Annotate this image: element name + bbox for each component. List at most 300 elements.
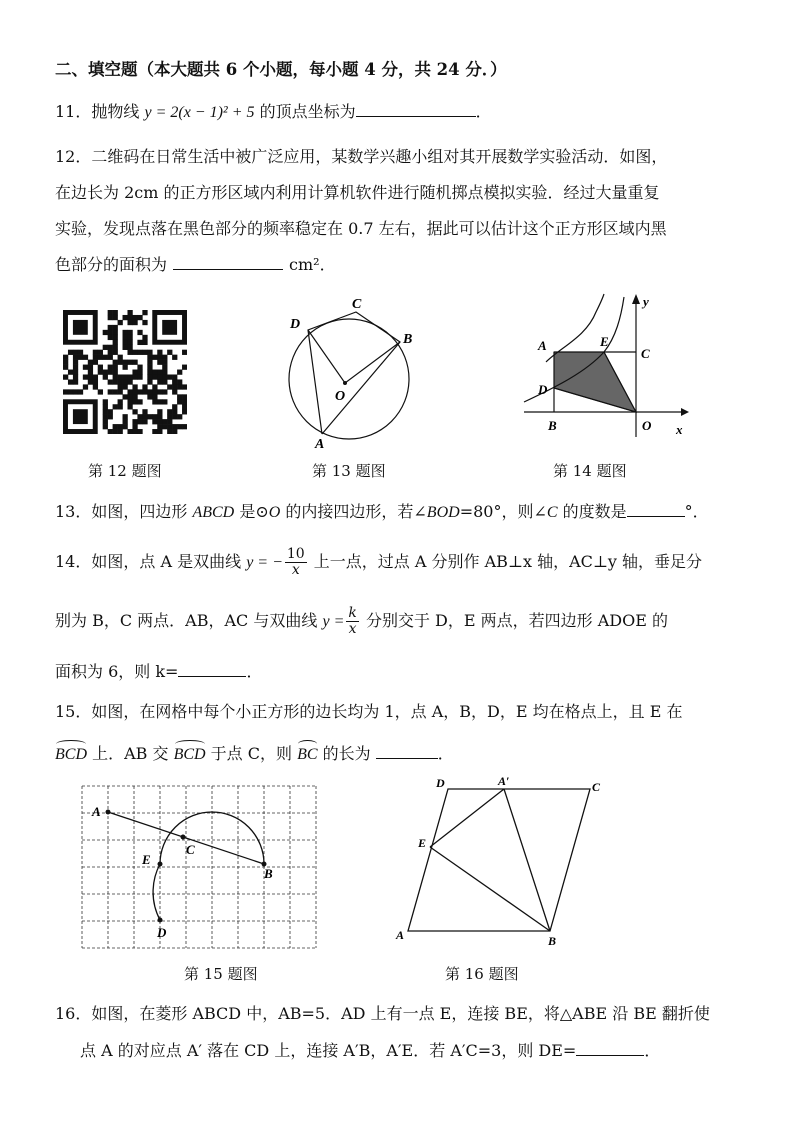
qr-module xyxy=(73,365,78,370)
q14-frac1-num: 10 xyxy=(286,546,305,562)
qr-module xyxy=(68,350,73,355)
fig14-label-x: x xyxy=(676,422,683,437)
qr-module xyxy=(93,384,98,389)
qr-module xyxy=(73,409,88,424)
section-title: 二、填空题（本大题共 6 个小题，每小题 4 分，共 24 分．） xyxy=(55,60,507,79)
fig13-segment-ob xyxy=(345,342,400,383)
fig14-x-arrow xyxy=(681,408,689,416)
qr-module xyxy=(177,394,182,399)
q15-end: ． xyxy=(437,744,454,763)
qr-module xyxy=(167,414,172,419)
question-13 xyxy=(55,502,709,523)
fig16-rhombus-diagram xyxy=(390,775,620,950)
qr-module xyxy=(162,379,167,384)
qr-module xyxy=(127,345,132,350)
qr-module xyxy=(147,365,152,370)
qr-module xyxy=(132,315,137,320)
qr-module xyxy=(123,360,128,365)
qr-module xyxy=(83,355,88,360)
qr-module xyxy=(113,374,118,379)
qr-module xyxy=(137,374,142,379)
fig14-label-c: C xyxy=(641,346,650,361)
qr-module xyxy=(142,409,147,414)
qr-module xyxy=(152,370,157,375)
qr-module xyxy=(132,384,137,389)
fig16-caption: 第 16 题图 xyxy=(445,965,519,983)
qr-module xyxy=(108,310,113,315)
qr-module xyxy=(172,379,177,384)
qr-module xyxy=(98,355,103,360)
qr-module xyxy=(83,365,88,370)
qr-module xyxy=(68,370,73,375)
fig15-point-c xyxy=(181,835,186,840)
qr-module xyxy=(88,365,93,370)
qr-module xyxy=(137,389,142,394)
qr-module xyxy=(108,429,113,434)
qr-module xyxy=(142,384,147,389)
qr-module xyxy=(88,374,93,379)
qr-module xyxy=(113,345,118,350)
qr-module xyxy=(132,374,137,379)
qr-module xyxy=(142,389,147,394)
q15-line-1: 15．如图，在网格中每个小正方形的边长均为 1，点 A，B，D，E 均在格点上，且 E 在 xyxy=(55,702,683,721)
q13-c: C xyxy=(546,504,558,521)
qr-module xyxy=(108,335,113,340)
qr-code-figure xyxy=(63,310,187,434)
q14-text-b: 上一点，过点 A 分别作 AB⊥x 轴，AC⊥y 轴，垂足分 xyxy=(308,552,703,571)
fig14-caption: 第 14 题图 xyxy=(553,462,627,480)
qr-module xyxy=(182,409,187,414)
qr-module xyxy=(137,419,142,424)
qr-module xyxy=(123,335,128,340)
qr-module xyxy=(152,355,157,360)
fig15-caption: 第 15 题图 xyxy=(184,965,258,983)
qr-module xyxy=(142,419,147,424)
qr-module xyxy=(118,429,123,434)
qr-module xyxy=(123,315,128,320)
qr-module xyxy=(132,399,137,404)
qr-module xyxy=(118,399,123,404)
qr-module xyxy=(157,389,162,394)
qr-module xyxy=(113,370,118,375)
qr-module xyxy=(127,320,132,325)
qr-module xyxy=(147,355,152,360)
fig13-label-d: D xyxy=(290,317,301,332)
qr-module xyxy=(93,360,98,365)
qr-module xyxy=(132,389,137,394)
qr-module xyxy=(167,384,172,389)
qr-module xyxy=(162,360,167,365)
qr-module xyxy=(123,384,128,389)
qr-module xyxy=(108,389,113,394)
qr-module xyxy=(172,355,177,360)
qr-module xyxy=(152,394,157,399)
qr-module xyxy=(137,429,142,434)
qr-module xyxy=(172,389,177,394)
qr-module xyxy=(113,360,118,365)
qr-module xyxy=(93,355,98,360)
qr-module xyxy=(98,370,103,375)
qr-module xyxy=(167,419,172,424)
qr-module xyxy=(103,414,108,419)
q14-line-1 xyxy=(55,545,702,579)
qr-module xyxy=(123,365,128,370)
fig15-label-c: C xyxy=(186,842,195,857)
qr-module xyxy=(88,370,93,375)
qr-module xyxy=(162,370,167,375)
qr-module xyxy=(123,419,128,424)
qr-module xyxy=(98,365,103,370)
qr-module xyxy=(177,414,182,419)
qr-module xyxy=(152,414,157,419)
q13-text-b: 是⊙ xyxy=(234,502,269,521)
fig15-grid-diagram xyxy=(80,782,320,954)
q14-fraction-2 xyxy=(346,606,358,637)
q16-text: 点 A 的对应点 A′ 落在 CD 上，连接 A′B，A′E．若 A′C=3，则 DE= xyxy=(80,1041,577,1060)
q14-answer-blank[interactable] xyxy=(178,662,246,677)
qr-module xyxy=(108,325,113,330)
qr-module xyxy=(108,414,113,419)
qr-module xyxy=(113,315,118,320)
qr-module xyxy=(147,389,152,394)
q12-line-3: 实验，发现点落在黑色部分的频率稳定在 0.7 左右，据此可以估计这个正方形区域内黑 xyxy=(55,219,667,238)
qr-module xyxy=(63,389,68,394)
qr-module xyxy=(172,409,177,414)
qr-module xyxy=(123,330,128,335)
qr-module xyxy=(142,320,147,325)
qr-module xyxy=(157,355,162,360)
qr-module xyxy=(157,429,162,434)
q15-arc-bc: BC xyxy=(297,746,318,763)
qr-module xyxy=(137,414,142,419)
q13-text-c: 的内接四边形，若∠ xyxy=(280,502,427,521)
qr-module xyxy=(157,350,162,355)
fig12-caption: 第 12 题图 xyxy=(88,462,162,480)
qr-module xyxy=(152,399,157,404)
qr-module xyxy=(123,340,128,345)
qr-module xyxy=(132,350,137,355)
fig14-label-a: A xyxy=(538,338,547,353)
qr-module xyxy=(113,404,118,409)
fig13-quadrilateral xyxy=(308,312,400,434)
qr-module xyxy=(132,429,137,434)
qr-module xyxy=(98,389,103,394)
fig15-point-e xyxy=(158,862,163,867)
qr-module xyxy=(103,419,108,424)
qr-module xyxy=(142,335,147,340)
qr-module xyxy=(147,360,152,365)
q16-answer-blank[interactable] xyxy=(576,1041,644,1056)
q14-text-a: 14．如图，点 A 是双曲线 xyxy=(55,552,247,571)
fig15-arc-bcd xyxy=(153,812,264,920)
fig14-label-e: E xyxy=(600,334,609,349)
fig14-label-b: B xyxy=(548,418,557,433)
qr-module xyxy=(127,310,132,315)
qr-module xyxy=(103,399,108,404)
qr-module xyxy=(127,315,132,320)
qr-module xyxy=(113,379,118,384)
qr-module xyxy=(108,330,113,335)
qr-module xyxy=(162,365,167,370)
fig13-label-b: B xyxy=(403,332,413,347)
qr-module xyxy=(137,315,142,320)
qr-module xyxy=(113,330,118,335)
qr-module xyxy=(63,360,68,365)
qr-module xyxy=(157,370,162,375)
q11-number: 11． xyxy=(55,102,92,121)
qr-module xyxy=(63,365,68,370)
qr-module xyxy=(93,350,98,355)
q13-text-d: =80°，则∠ xyxy=(459,502,547,521)
qr-module xyxy=(83,384,88,389)
q13-bod: BOD xyxy=(426,504,460,521)
qr-module xyxy=(127,350,132,355)
qr-module xyxy=(177,424,182,429)
fig16-label-a2: A′ xyxy=(498,775,510,788)
q12-text: 色部分的面积为 xyxy=(55,255,168,274)
qr-module xyxy=(152,374,157,379)
q14-fraction-1 xyxy=(285,547,307,578)
fig16-label-d: D xyxy=(436,776,445,790)
qr-module xyxy=(118,404,123,409)
qr-module xyxy=(108,350,113,355)
qr-module xyxy=(182,404,187,409)
qr-module xyxy=(127,330,132,335)
fig15-label-b: B xyxy=(264,866,273,881)
qr-module xyxy=(162,389,167,394)
qr-module xyxy=(78,389,83,394)
qr-module xyxy=(127,335,132,340)
qr-module xyxy=(118,379,123,384)
qr-module xyxy=(103,404,108,409)
fig15-point-d xyxy=(158,918,163,923)
fig16-label-c: C xyxy=(592,780,601,794)
qr-module xyxy=(137,340,142,345)
qr-module xyxy=(182,384,187,389)
fig13-circle xyxy=(289,319,409,439)
qr-module xyxy=(113,335,118,340)
qr-module xyxy=(108,355,113,360)
qr-module xyxy=(157,379,162,384)
q14-frac1-den: x xyxy=(291,562,300,578)
qr-module xyxy=(73,360,78,365)
qr-module xyxy=(103,424,108,429)
qr-module xyxy=(63,374,68,379)
qr-module xyxy=(123,424,128,429)
fig16-rhombus xyxy=(408,789,590,931)
qr-module xyxy=(167,409,172,414)
qr-module xyxy=(73,350,78,355)
q14-text-d: 分别交于 D，E 两点，若四边形 ADOE 的 xyxy=(360,611,668,630)
qr-module xyxy=(157,414,162,419)
qr-module xyxy=(68,389,73,394)
qr-module xyxy=(118,374,123,379)
qr-module xyxy=(127,404,132,409)
fig14-hyperbola-diagram xyxy=(516,292,696,442)
qr-module xyxy=(127,379,132,384)
q14-line-3 xyxy=(55,662,262,682)
fig15-label-e: E xyxy=(142,852,151,867)
qr-module xyxy=(108,345,113,350)
q12-line-1: 12．二维码在日常生活中被广泛应用，某数学兴趣小组对其开展数学实验活动．如图， xyxy=(55,147,668,166)
q11-text-a: 抛物线 xyxy=(91,102,145,121)
qr-module xyxy=(177,370,182,375)
qr-module xyxy=(167,350,172,355)
qr-module xyxy=(132,419,137,424)
qr-module xyxy=(147,350,152,355)
qr-module xyxy=(118,320,123,325)
fig13-label-a: A xyxy=(315,437,325,452)
fig14-label-d: D xyxy=(538,382,548,397)
qr-module xyxy=(137,370,142,375)
qr-module xyxy=(142,350,147,355)
qr-module xyxy=(152,419,157,424)
q15-arc-bcd-2: BCD xyxy=(173,746,206,763)
q15-answer-blank[interactable] xyxy=(376,744,438,759)
fig16-label-b: B xyxy=(548,934,557,948)
qr-module xyxy=(142,414,147,419)
q15-text-c: 的长为 xyxy=(317,744,376,763)
qr-module xyxy=(103,330,108,335)
fig15-grid xyxy=(82,786,316,948)
q12-line-4 xyxy=(55,255,336,275)
qr-code-modules xyxy=(63,310,187,434)
qr-module xyxy=(118,424,123,429)
qr-module xyxy=(157,374,162,379)
qr-module xyxy=(123,414,128,419)
qr-module xyxy=(113,340,118,345)
qr-module xyxy=(182,394,187,399)
qr-module xyxy=(78,355,83,360)
qr-module xyxy=(137,365,142,370)
qr-module xyxy=(123,394,128,399)
q13-abcd: ABCD xyxy=(192,504,235,521)
fig13-center-point xyxy=(343,381,347,385)
qr-module xyxy=(167,374,172,379)
qr-module xyxy=(167,429,172,434)
qr-module xyxy=(73,370,78,375)
q13-text-a: 13．如图，四边形 xyxy=(55,502,193,521)
qr-module xyxy=(157,399,162,404)
qr-module xyxy=(147,394,152,399)
qr-module xyxy=(113,325,118,330)
qr-module xyxy=(108,370,113,375)
qr-module xyxy=(63,355,68,360)
q15-text-b: 于点 C，则 xyxy=(205,744,298,763)
qr-module xyxy=(132,409,137,414)
qr-module xyxy=(182,424,187,429)
qr-module xyxy=(147,370,152,375)
q13-text-e: 的度数是 xyxy=(557,502,627,521)
qr-module xyxy=(118,360,123,365)
qr-module xyxy=(137,330,142,335)
fig13-caption: 第 13 题图 xyxy=(312,462,386,480)
qr-module xyxy=(162,424,167,429)
qr-module xyxy=(177,379,182,384)
qr-module xyxy=(113,424,118,429)
qr-module xyxy=(162,419,167,424)
qr-module xyxy=(103,345,108,350)
fig16-segment-ea2 xyxy=(430,789,504,847)
qr-module xyxy=(127,429,132,434)
q14-text-e: 面积为 6，则 k= xyxy=(55,662,179,681)
fig16-segment-be xyxy=(430,847,550,931)
fig15-label-a: A xyxy=(92,804,101,819)
qr-module xyxy=(73,379,78,384)
qr-module xyxy=(157,419,162,424)
q16-line-2 xyxy=(80,1041,660,1061)
q11-answer-blank[interactable] xyxy=(356,102,476,117)
q14-end: ． xyxy=(246,662,263,681)
fig16-segment-a2b xyxy=(504,789,550,931)
qr-module xyxy=(137,399,142,404)
q11-formula: y = 2(x − 1)² + 5 xyxy=(144,104,255,121)
qr-module xyxy=(127,399,132,404)
q12-answer-blank[interactable] xyxy=(173,255,283,270)
fig13-label-o: O xyxy=(335,389,346,404)
q14-y-eq: y = − xyxy=(246,554,283,571)
qr-module xyxy=(142,310,147,315)
q16-end: ． xyxy=(644,1041,661,1060)
qr-module xyxy=(157,360,162,365)
qr-module xyxy=(157,409,162,414)
qr-module xyxy=(172,384,177,389)
qr-module xyxy=(132,360,137,365)
qr-module xyxy=(98,350,103,355)
qr-module xyxy=(172,374,177,379)
qr-module xyxy=(113,389,118,394)
qr-module xyxy=(123,345,128,350)
fig14-label-y: y xyxy=(643,294,649,309)
qr-module xyxy=(172,404,177,409)
qr-module xyxy=(137,350,142,355)
qr-module xyxy=(162,399,167,404)
qr-module xyxy=(132,370,137,375)
qr-module xyxy=(172,429,177,434)
qr-module xyxy=(147,414,152,419)
qr-module xyxy=(88,360,93,365)
fig14-label-o: O xyxy=(642,418,652,433)
q15-arc-bcd: BCD xyxy=(55,746,87,763)
qr-module xyxy=(103,374,108,379)
fig14-y-arrow xyxy=(632,294,640,304)
qr-module xyxy=(152,389,157,394)
fig13-label-c: C xyxy=(352,297,362,312)
q14-y-eq-2: y = xyxy=(322,613,345,630)
q14-text-c: 别为 B，C 两点．AB，AC 与双曲线 xyxy=(55,611,323,630)
qr-module xyxy=(78,350,83,355)
qr-module xyxy=(152,429,157,434)
qr-module xyxy=(73,389,78,394)
qr-module xyxy=(73,374,78,379)
qr-module xyxy=(113,365,118,370)
qr-module xyxy=(103,370,108,375)
qr-module xyxy=(177,384,182,389)
qr-module xyxy=(177,399,182,404)
qr-module xyxy=(172,424,177,429)
q13-answer-blank[interactable] xyxy=(627,502,685,517)
qr-module xyxy=(73,320,88,335)
qr-module xyxy=(123,374,128,379)
qr-module xyxy=(162,355,167,360)
q15-text-a: 上．AB 交 xyxy=(87,744,174,763)
qr-module xyxy=(108,365,113,370)
qr-module xyxy=(108,315,113,320)
qr-module xyxy=(123,379,128,384)
qr-module xyxy=(103,409,108,414)
qr-module xyxy=(147,379,152,384)
qr-module xyxy=(103,355,108,360)
